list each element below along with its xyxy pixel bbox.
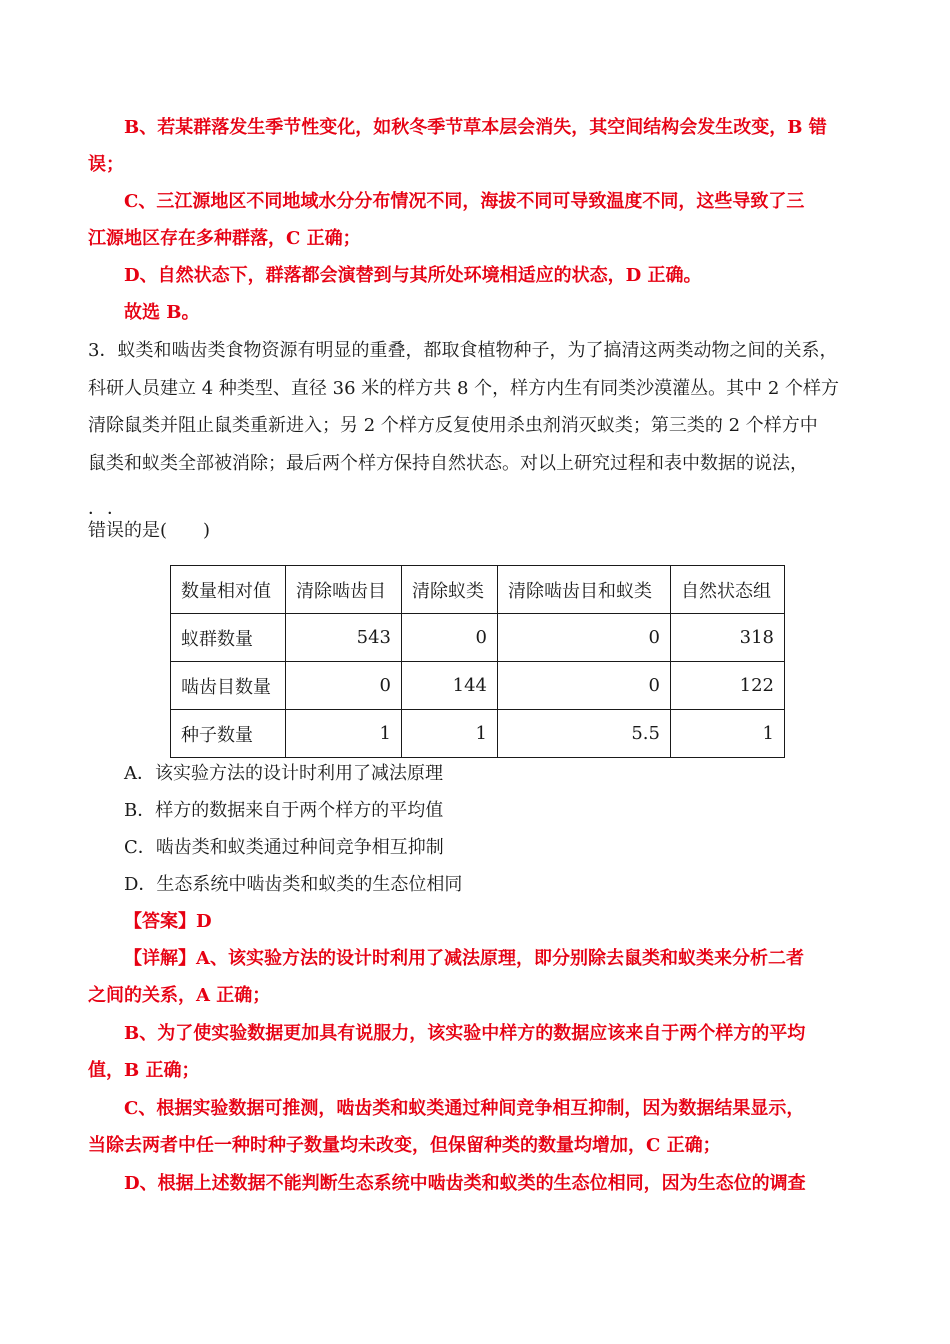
previous-answer-choice: 故选 B。 [124,302,200,323]
table-cell: 0 [286,662,402,710]
table-row [171,614,785,662]
detail-c-line2: 当除去两者中任一种时种子数量均未改变，但保留种类的数量均增加，C 正确； [88,1135,721,1156]
option-c: C．啮齿类和蚁类通过种间竞争相互抑制 [124,837,444,858]
data-table [170,565,785,758]
explanation-b-line2: 误； [88,154,124,175]
table-header-cell: 数量相对值 [171,566,286,614]
option-b: B．样方的数据来自于两个样方的平均值 [124,800,444,821]
question-line5: 错误的是( ) [88,520,211,541]
question-line4: 鼠类和蚁类全部被消除；最后两个样方保持自然状态。对以上研究过程和表中数据的说法， [88,453,808,474]
table-row [171,710,785,758]
explanation-c-line2: 江源地区存在多种群落，C 正确； [88,228,361,249]
explanation-c-line1: C、三江源地区不同地域水分分布情况不同，海拔不同可导致温度不同，这些导致了三 [124,191,805,212]
table-header-cell: 清除蚁类 [402,566,498,614]
detail-b-line1: B、为了使实验数据更加具有说服力，该实验中样方的数据应该来自于两个样方的平均 [124,1023,806,1044]
table-header-cell: 自然状态组 [671,566,785,614]
detail-a-line2: 之间的关系，A 正确； [88,985,271,1006]
table-cell: 5.5 [498,710,671,758]
question-line2: 科研人员建立 4 种类型、直径 36 米的样方共 8 个，样方内生有同类沙漠灌丛。其中 2 个样方 [88,378,840,399]
explanation-d-line: D、自然状态下，群落都会演替到与其所处环境相适应的状态，D 正确。 [124,265,702,286]
question-line3: 清除鼠类并阻止鼠类重新进入；另 2 个样方反复使用杀虫剂消灭蚁类；第三类的 2 个样方中 [88,415,818,436]
table-cell: 0 [498,614,671,662]
table-cell: 0 [498,662,671,710]
table-cell: 122 [671,662,785,710]
question-line1: 3．蚁类和啮齿类食物资源有明显的重叠，都取食植物种子，为了搞清这两类动物之间的关系， [88,340,838,361]
table-cell: 1 [402,710,498,758]
table-cell: 1 [286,710,402,758]
option-a: A．该实验方法的设计时利用了减法原理 [124,763,443,784]
table-row-label: 种子数量 [171,710,286,758]
detail-a-line1: 【详解】A、该实验方法的设计时利用了减法原理，即分别除去鼠类和蚁类来分析二者 [124,948,804,969]
table-row-label: 蚁群数量 [171,614,286,662]
table-row [171,662,785,710]
table-header-cell: 清除啮齿目 [286,566,402,614]
table-row-label: 啮齿目数量 [171,662,286,710]
table-cell: 318 [671,614,785,662]
table-cell: 0 [402,614,498,662]
table-cell: 144 [402,662,498,710]
explanation-b-line1: B、若某群落发生季节性变化，如秋冬季节草本层会消失，其空间结构会发生改变，B 错 [124,117,827,138]
option-d: D．生态系统中啮齿类和蚁类的生态位相同 [124,874,463,895]
table-header-cell: 清除啮齿目和蚁类 [498,566,671,614]
table-cell: 543 [286,614,402,662]
table-header-row [171,566,785,614]
emphasis-dots: ．． [88,498,135,519]
detail-c-line1: C、根据实验数据可推测，啮齿类和蚁类通过种间竞争相互抑制，因为数据结果显示， [124,1098,805,1119]
detail-b-line2: 值，B 正确； [88,1060,200,1081]
detail-d-line1: D、根据上述数据不能判断生态系统中啮齿类和蚁类的生态位相同，因为生态位的调查 [124,1173,806,1194]
answer-line: 【答案】D [124,911,212,932]
table-cell: 1 [671,710,785,758]
